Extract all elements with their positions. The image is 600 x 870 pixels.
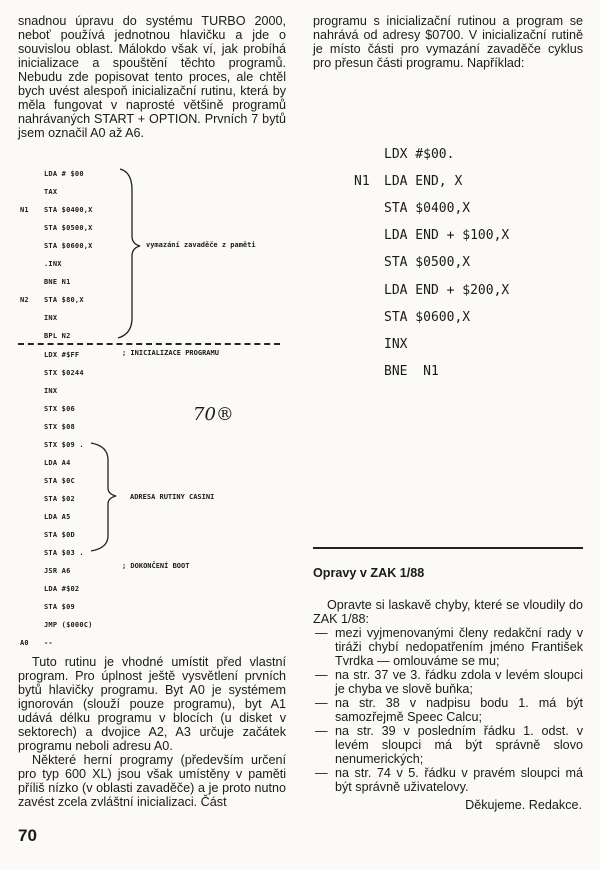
- note-init-program: ; INICIALIZACE PROGRAMU: [122, 349, 219, 357]
- corrections-heading: Opravy v ZAK 1/88: [313, 566, 425, 580]
- code-line: LDA A4: [44, 458, 71, 467]
- code-line: STA $0C: [44, 476, 75, 485]
- list-dash: —: [315, 626, 328, 640]
- list-item-text: na str. 37 ve 3. řádku zdola v levém sloupci je chyba ve slově buňka;: [335, 668, 583, 696]
- code-line: STA $0600,X: [44, 242, 93, 251]
- list-item: [313, 724, 583, 766]
- code-line: BNE N1: [384, 363, 439, 379]
- code-line: STA $0D: [44, 531, 75, 539]
- code-line: STA $0500,X: [44, 224, 93, 233]
- corrections-list: [313, 626, 583, 794]
- list-item: [313, 696, 583, 724]
- left-paragraph-2: Některé herní programy (především určení pro typ 600 XL) jsou však umístěny v paměti příliš nízko (v oblasti zavaděče) a je proto nutno zavést zcela zvláštní inicializaci. Část: [18, 753, 286, 809]
- right-intro-paragraph: programu s inicializační rutinou a program se nahrává od adresy $0700. V inicializační rutině je místo části pro vymazání zavaděče cyklus pro přesun části programu. Například:: [313, 14, 583, 70]
- left-paragraph-1: Tuto rutinu je vhodné umístit před vlastní program. Pro úplnost ještě vysvětlení prvních bytů hlavičky programu. Byt A0 je systémem ignorován (slouží pouze programu), byt A1 udává délku programu v blocích (u disket v sektorech) a dvojice A2, A3 určuje začátek programu neboli adresu A0.: [18, 655, 286, 753]
- code-line: STA $0400,X: [44, 206, 93, 215]
- code-label: A0: [20, 639, 29, 648]
- code-line: STA $0600,X: [384, 309, 471, 325]
- list-item: [313, 626, 583, 668]
- code-line: LDA # $00: [44, 170, 84, 178]
- code-line: INX: [384, 336, 408, 352]
- note-boot-complete: ; DOKONČENÍ BOOT: [122, 562, 190, 570]
- code-line: STA $02: [44, 494, 75, 503]
- code-line: JMP ($000C): [44, 621, 93, 630]
- code-line: JSR A6: [44, 567, 71, 576]
- code-line: STA $0400,X: [384, 201, 471, 217]
- left-body-text: [18, 655, 286, 809]
- note-clear-loader: vymazání zavaděče z paměti: [146, 241, 256, 249]
- code-label: N2: [20, 296, 29, 305]
- code-line: STA $03 .: [44, 549, 84, 558]
- list-item: [313, 668, 583, 696]
- code-line: STX $06: [44, 404, 75, 413]
- code-label: N1: [354, 174, 370, 190]
- code-line: INX: [44, 386, 58, 395]
- code-line: STA $0500,X: [384, 255, 471, 271]
- list-item-text: mezi vyjmenovanými členy redakční rady v tiráži chybí nedopatřením jméno František Tvrdka — omlouváme se mu;: [335, 626, 583, 668]
- corrections-intro: Opravte si laskavě chyby, které se vloudily do ZAK 1/88:: [313, 598, 583, 626]
- list-dash: —: [315, 724, 328, 738]
- section-rule: [313, 547, 583, 549]
- page-number: 70: [18, 826, 37, 845]
- code-label: N1: [20, 206, 29, 215]
- code-line: LDA END + $200,X: [384, 282, 510, 298]
- list-item-text: na str. 38 v nadpisu bodu 1. má být samozřejmě Speec Calcu;: [335, 696, 583, 724]
- list-dash: —: [315, 696, 328, 710]
- code-line: BNE N1: [44, 278, 71, 287]
- list-item-text: na str. 39 v posledním řádku 1. odst. v levém sloupci má být správně slovo nenumerických;: [335, 724, 583, 766]
- code-line: LDA END + $100,X: [384, 228, 510, 244]
- list-item-text: na str. 74 v 5. řádku v pravém sloupci má být správně uživatelovy.: [335, 766, 583, 794]
- list-dash: —: [315, 668, 328, 682]
- code-line: LDA END, X: [384, 174, 463, 190]
- code-line: LDA A5: [44, 512, 71, 521]
- code-line: LDX #$00.: [384, 147, 455, 162]
- handwritten-mark: 70®: [193, 404, 234, 425]
- code-line: --: [44, 639, 53, 648]
- code-line: .INX: [44, 260, 62, 269]
- code-line: INX: [44, 314, 58, 323]
- corrections-signature: Děkujeme. Redakce.: [465, 798, 582, 812]
- left-intro-paragraph: snadnou úpravu do systému TURBO 2000, neboť používá jednotnou hlavičku a jde o souvislou oblast. Málokdo však ví, jak probíhá inicializace a spouštění těchto programů. Nebudu zde popisovat tento proces, ale chtěl bych uvést alespoň inicializační rutinu, která by měla fungovat v naprosté většině programů nahrávaných START + OPTION. Prvních 7 bytů jsem označil A0 až A6.: [18, 14, 286, 140]
- code-line: STA $09: [44, 603, 75, 612]
- code-line: STA $80,X: [44, 296, 84, 305]
- code-line: STX $0244: [44, 368, 84, 377]
- note-casini-address: ADRESA RUTINY CASINI: [130, 493, 215, 501]
- code-line: STX $09 .: [44, 440, 84, 449]
- code-line: LDA #$02: [44, 585, 80, 594]
- code-line: BPL N2: [44, 332, 71, 341]
- list-item: [313, 766, 583, 794]
- code-line: TAX: [44, 188, 58, 197]
- code-line: LDX #$FF: [44, 350, 80, 359]
- list-dash: —: [315, 766, 328, 780]
- code-line: STX $08: [44, 422, 75, 431]
